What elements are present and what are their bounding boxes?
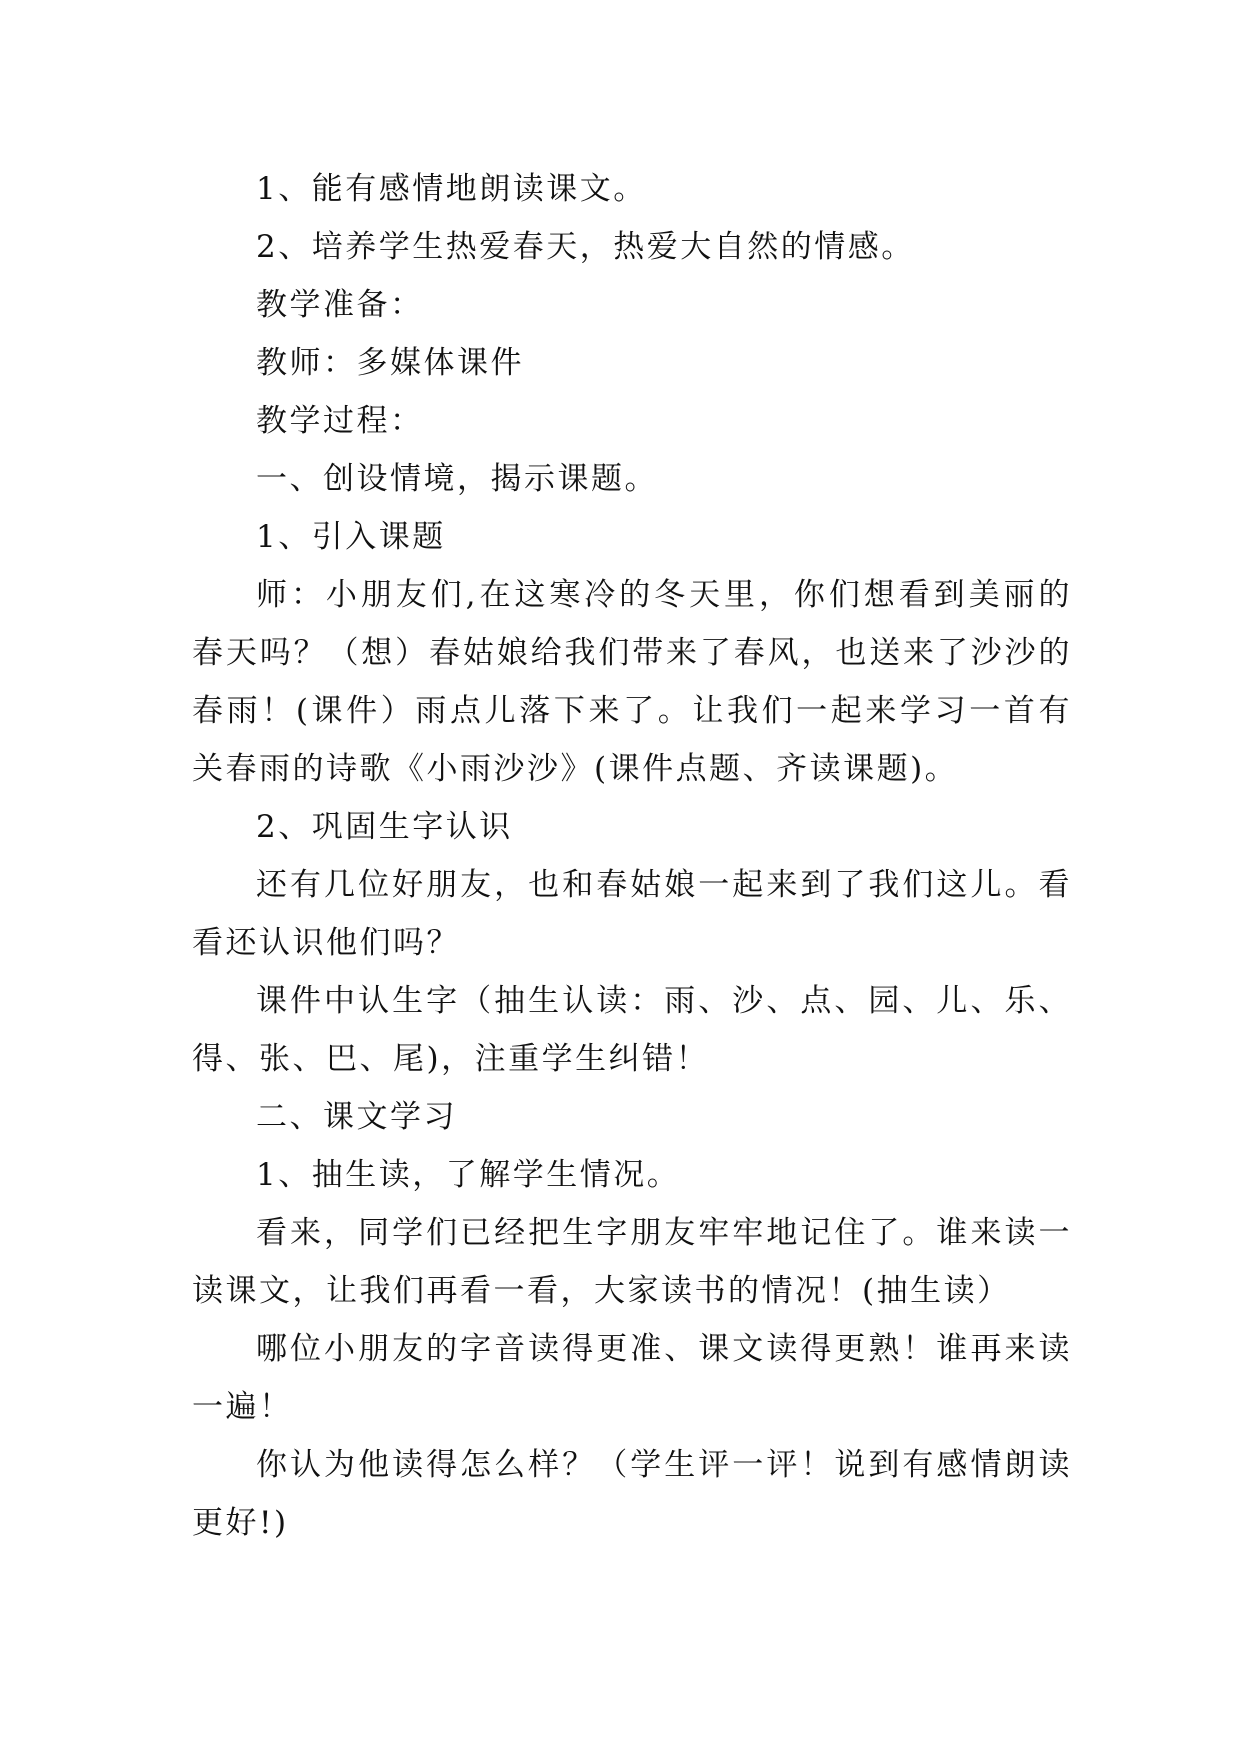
- section-heading: 教学准备：: [256, 287, 424, 323]
- subsection-heading: 1、引入课题: [256, 519, 446, 555]
- text-paragraph: 教师：多媒体课件: [256, 345, 524, 381]
- objective-paragraph: 2、培养学生热爱春天，热爱大自然的情感。: [256, 229, 915, 265]
- section-heading: 一、创设情境，揭示课题。: [256, 461, 658, 497]
- text-paragraph: 课件中认生字（抽生认读：雨、沙、点、园、儿、乐、得、张、巴、尾)，注重学生纠错！: [192, 983, 1072, 1077]
- text-paragraph: 还有几位好朋友，也和春姑娘一起来到了我们这儿。看看还认识他们吗？: [192, 867, 1072, 961]
- section-heading: 二、课文学习: [256, 1099, 457, 1135]
- section-heading: 教学过程：: [256, 403, 424, 439]
- text-paragraph: 你认为他读得怎么样？（学生评一评！说到有感情朗读更好!): [192, 1447, 1072, 1541]
- document-body: [192, 160, 1072, 1552]
- text-paragraph: 哪位小朋友的字音读得更准、课文读得更熟！谁再来读一遍！: [192, 1331, 1072, 1425]
- text-paragraph: 看来，同学们已经把生字朋友牢牢地记住了。谁来读一读课文，让我们再看一看，大家读书的情况！(抽生读）: [192, 1215, 1072, 1309]
- objective-paragraph: 1、能有感情地朗读课文。: [256, 171, 647, 207]
- subsection-heading: 1、抽生读，了解学生情况。: [256, 1157, 681, 1193]
- subsection-heading: 2、巩固生字认识: [256, 809, 513, 845]
- text-paragraph: 师：小朋友们,在这寒冷的冬天里，你们想看到美丽的春天吗？（想）春姑娘给我们带来了春风，也送来了沙沙的春雨！(课件）雨点儿落下来了。让我们一起来学习一首有关春雨的诗歌《小雨沙沙》(课件点题、齐读课题)。: [192, 577, 1072, 787]
